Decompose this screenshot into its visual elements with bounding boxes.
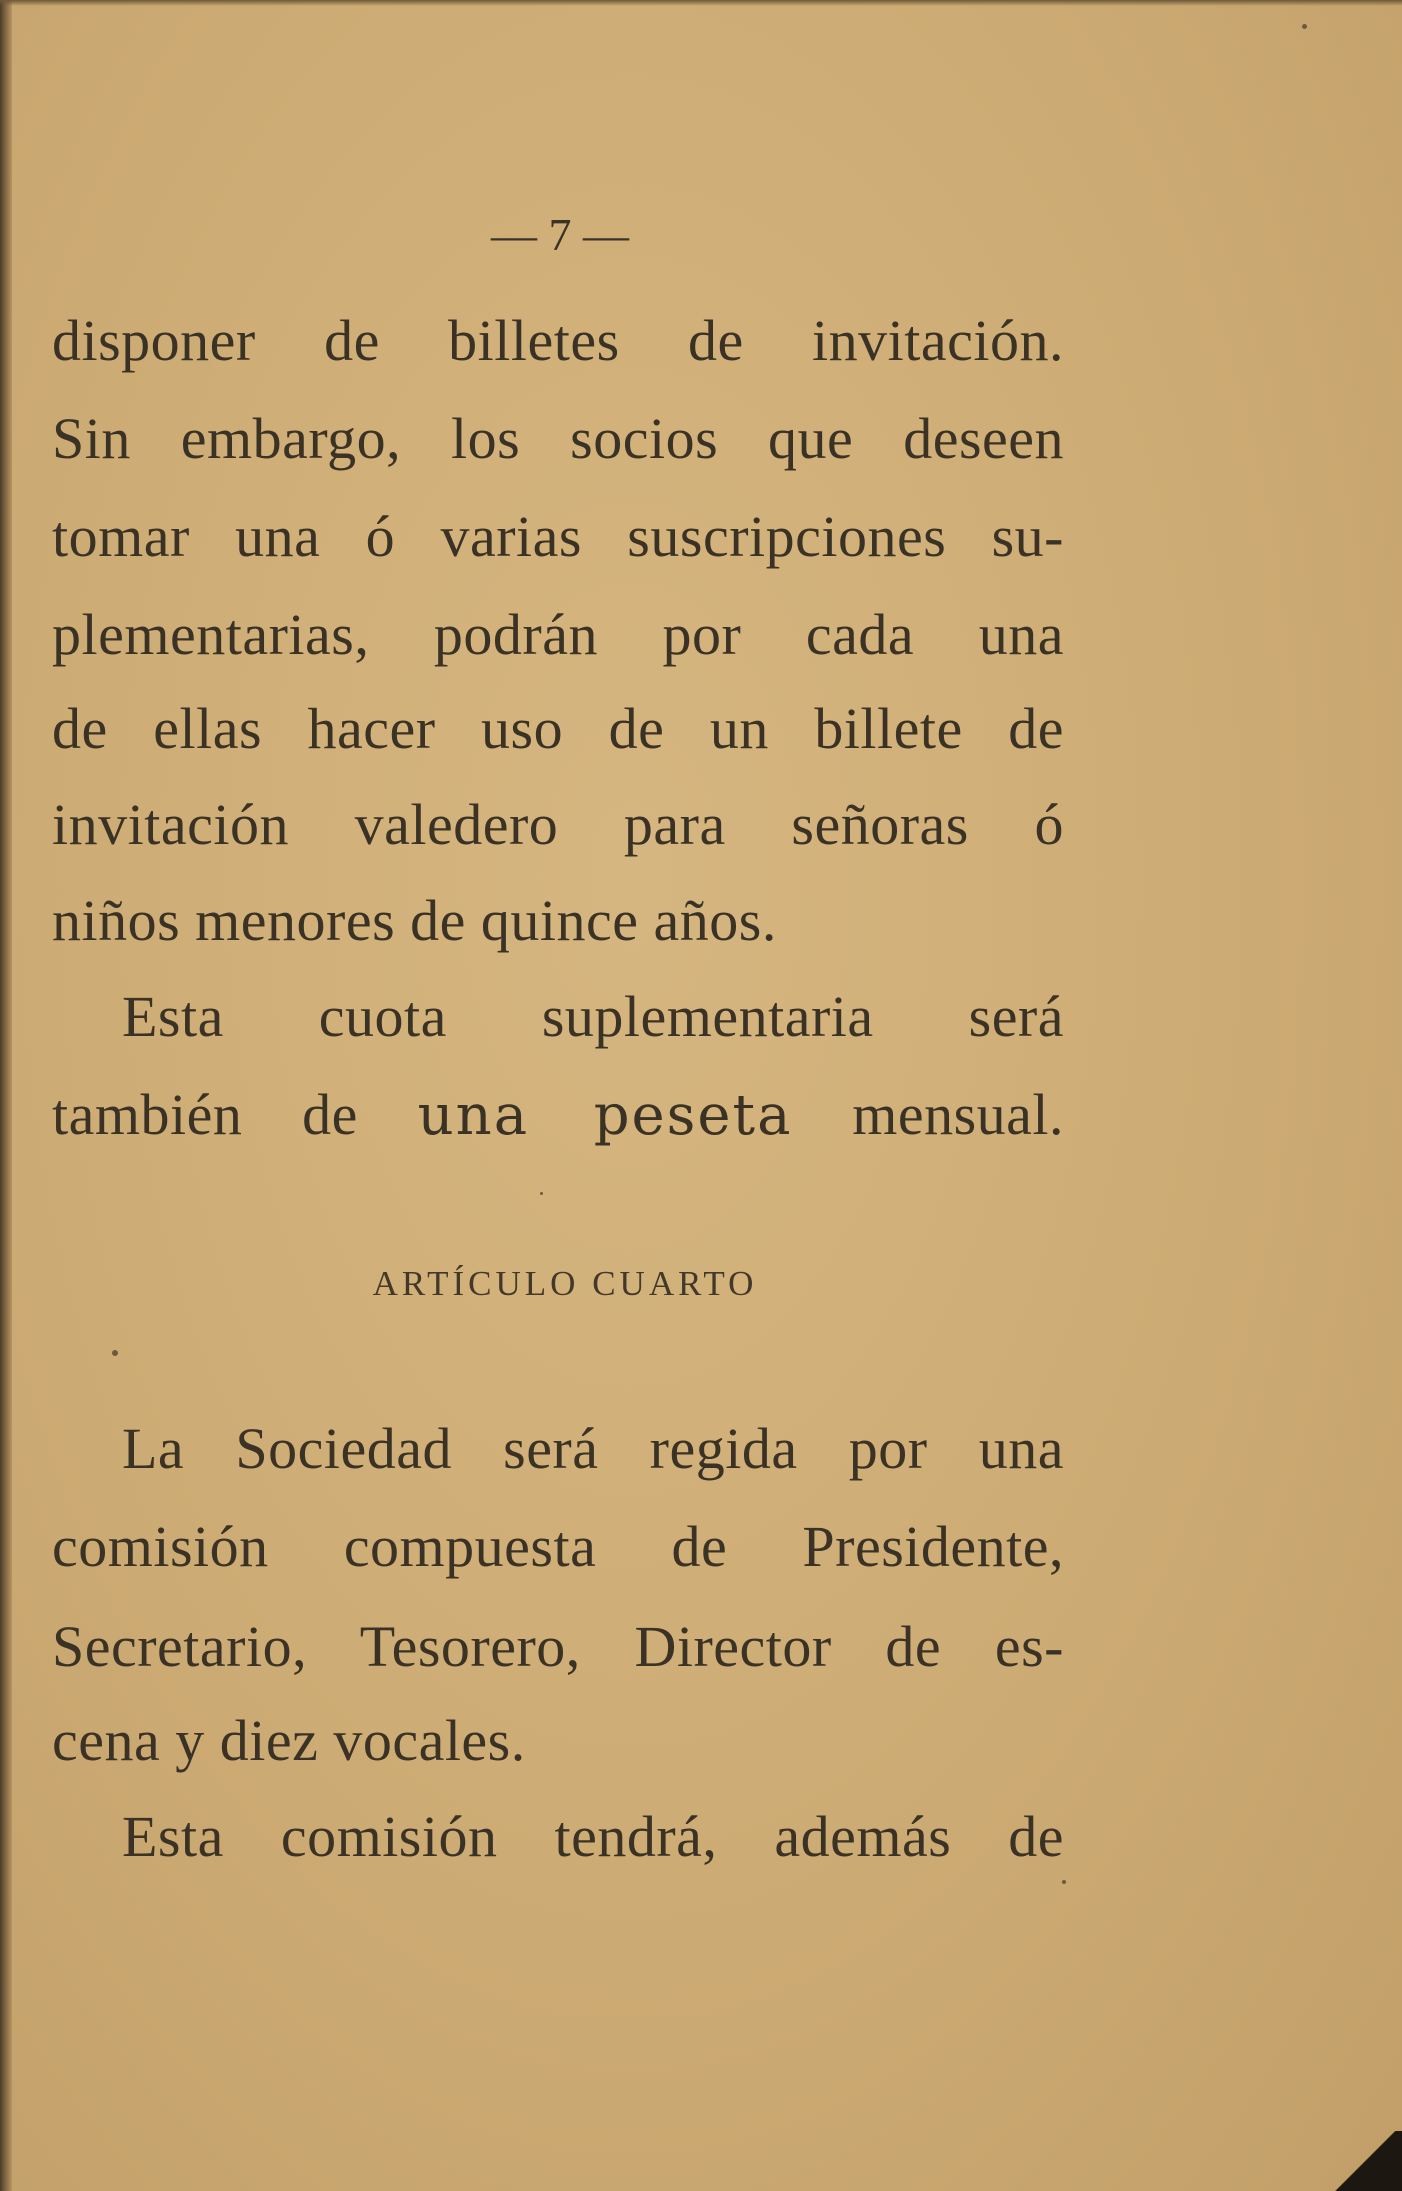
paragraph-1-line-6: invitación valedero para señoras ó: [52, 792, 1064, 857]
paragraph-1-line-3: tomar una ó varias suscripciones su-: [52, 504, 1064, 569]
paper-speck: [540, 1192, 543, 1195]
paragraph-2-text-after: mensual.: [852, 1082, 1065, 1147]
paragraph-1-line-2: Sin embargo, los socios que deseen: [52, 406, 1064, 471]
paragraph-1-line-5: de ellas hacer uso de un billete de: [52, 696, 1064, 761]
paragraph-3-line-2: comisión compuesta de Presidente,: [52, 1514, 1064, 1579]
page-top-edge: [0, 0, 1402, 6]
paper-speck: [1062, 1880, 1066, 1884]
paragraph-2-text-before: también de: [52, 1082, 358, 1147]
paragraph-3-line-3: Secretario, Tesorero, Director de es-: [52, 1614, 1064, 1679]
paragraph-2-line-2: [52, 1080, 1064, 1150]
page-binding-edge: [0, 0, 12, 2191]
paragraph-2-line-1: Esta cuota suplementaria será: [122, 984, 1064, 1049]
paragraph-1-line-7: niños menores de quince años.: [52, 888, 777, 953]
page-corner-shadow: [1312, 2131, 1402, 2191]
paragraph-2-emphasis: una peseta: [417, 1083, 793, 1148]
paragraph-1-line-4: plementarias, podrán por cada una: [52, 602, 1064, 667]
page-number: — 7 —: [491, 209, 629, 260]
paper-speck: [1302, 24, 1307, 29]
section-heading: ARTÍCULO CUARTO: [372, 1264, 758, 1303]
paper-speck: [112, 1350, 118, 1356]
paragraph-4-line-1: Esta comisión tendrá, además de: [122, 1804, 1064, 1869]
paragraph-3-line-1: La Sociedad será regida por una: [122, 1416, 1064, 1481]
paragraph-1-line-1: disponer de billetes de invitación.: [52, 308, 1064, 373]
paragraph-3-line-4: cena y diez vocales.: [52, 1708, 526, 1773]
